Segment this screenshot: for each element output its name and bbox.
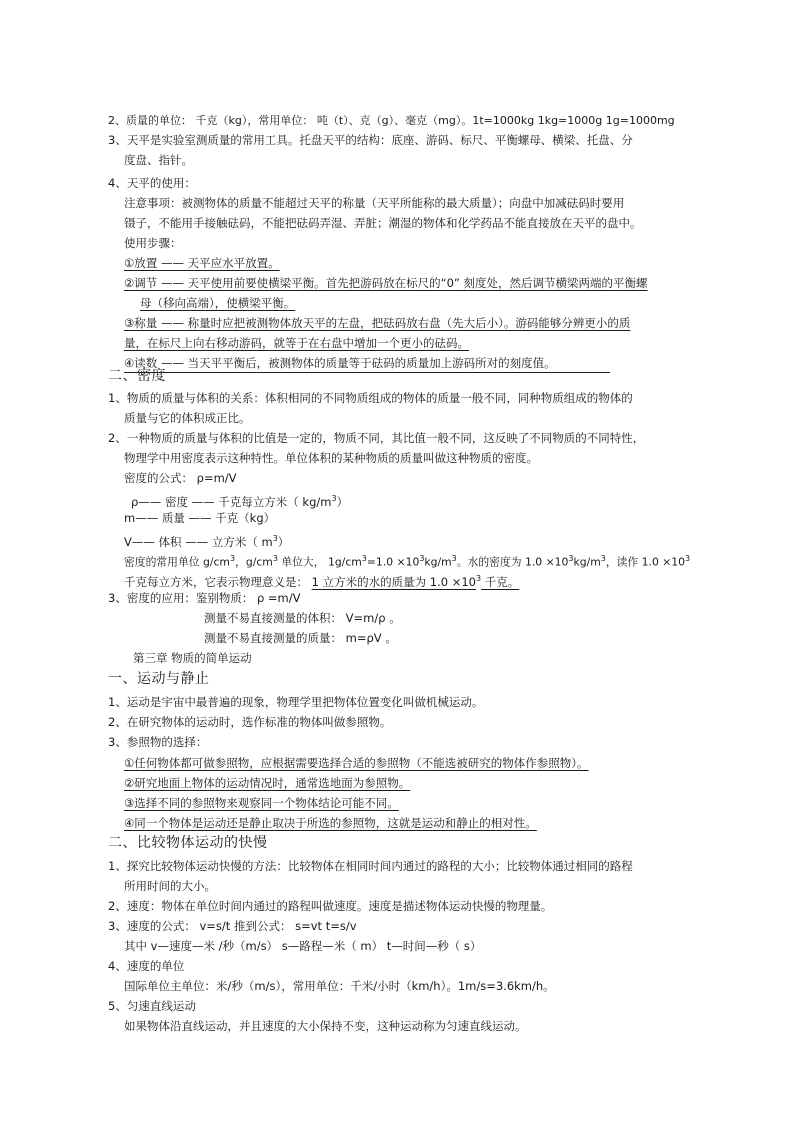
section-heading: 一、运动与静止 bbox=[108, 671, 210, 687]
density-symbol-line: ρ—— 密度 —— 千克每立方米（ $kg/m^3$） bbox=[131, 494, 349, 509]
section-heading: 二、比较物体运动的快慢 bbox=[108, 835, 268, 851]
volume-symbol-line: V—— 体积 —— 立方米（ $m^3$） bbox=[124, 534, 290, 549]
text-line: 4、天平的使用： bbox=[108, 176, 196, 190]
mass-symbol-line: m—— 质量 —— 千克（kg） bbox=[124, 511, 276, 525]
text-line: 1、探究比较物体运动快慢的方法：比较物体在相同时间内通过的路程的大小；比较物体通过相同的路程 bbox=[108, 859, 633, 873]
text-line: 如果物体沿直线运动，并且速度的大小保持不变，这种运动称为匀速直线运动。 bbox=[124, 1019, 527, 1033]
usage-step-weigh-cont: 量，在标尺上向右移动游码，就等于在右盘中增加一个更小的砝码。 bbox=[124, 336, 469, 350]
usage-step-place: ①放置 —— 天平应水平放置。 bbox=[124, 256, 280, 270]
text-line: 度盘、指针。 bbox=[124, 153, 193, 167]
usage-step-read: ④读数 —— 当天平平衡后，被测物体的质量等于砝码的质量加上游码所对的刻度值。 bbox=[124, 356, 556, 370]
text-line: 2、一种物质的质量与体积的比值是一定的，物质不同，其比值一般不同，这反映了不同物质的不同特性， bbox=[108, 431, 645, 445]
text-line: 注意事项：被测物体的质量不能超过天平的称量（天平所能称的最大质量）；向盘中加减砝码时要用 bbox=[124, 196, 625, 210]
speed-formula: 3、速度的公式： v=s/t 推到公式： s=vt t=s/v bbox=[108, 919, 357, 933]
reference-point-1: ①任何物体都可做参照物，应根据需要选择合适的参照物（不能选被研究的物体作参照物）。 bbox=[124, 756, 589, 770]
text-line: 测量不易直接测量的体积： V=m/ρ 。 bbox=[204, 611, 401, 625]
text-line: 使用步骤： bbox=[124, 236, 182, 250]
speed-symbols: 其中 v—速度—米 /秒（m/s） s—路程—米（ m） t—时间—秒（ s） bbox=[124, 939, 482, 953]
usage-step-weigh: ③称量 —— 称量时应把被测物体放天平的左盘，把砝码放右盘（先大后小）。游码能够分辨更小的质 bbox=[124, 316, 631, 330]
text-line: 3、参照物的选择： bbox=[108, 735, 208, 749]
reference-point-4: ④同一个物体是运动还是静止取决于所选的参照物，这就是运动和静止的相对性。 bbox=[124, 816, 537, 830]
reference-point-3: ③选择不同的参照物来观察同一个物体结论可能不同。 bbox=[124, 796, 399, 810]
text-line: 2、速度：物体在单位时间内通过的路程叫做速度。速度是描述物体运动快慢的物理量。 bbox=[108, 899, 553, 913]
density-units-line: 密度的常用单位 $g/cm^3$，$g/cm^3$ 单位大， $1g/cm^3=1.0 \times 10^3kg/m^3$。水的密度为 $1.0 \times 10^3kg/m^3$，读作 $1.0 \times 10^3$ bbox=[124, 554, 691, 569]
text-line: 镊子，不能用手接触砝码，不能把砝码弄湿、弄脏；潮湿的物体和化学药品不能直接放在天平的盘中。 bbox=[124, 216, 642, 230]
text-line: 5、匀速直线运动 bbox=[108, 999, 196, 1013]
text-line: 4、速度的单位 bbox=[108, 959, 185, 973]
reference-point-2: ②研究地面上物体的运动情况时，通常选地面为参照物。 bbox=[124, 776, 411, 790]
text-line: 所用时间的大小。 bbox=[124, 879, 216, 893]
text-line: 3、天平是实验室测质量的常用工具。托盘天平的结构：底座、游码、标尺、平衡螺母、横梁、托盘、分 bbox=[108, 133, 633, 147]
underline-rule bbox=[124, 372, 610, 373]
chapter-title: 第三章 物质的简单运动 bbox=[133, 651, 252, 665]
density-meaning-line: 千克每立方米，它表示物理意义是： 1 立方米的水的质量为 $1.0 \times 10^3$ 千克。 bbox=[124, 574, 520, 589]
text-line: 2、在研究物体的运动时，选作标准的物体叫做参照物。 bbox=[108, 715, 392, 729]
text-line: 物理学中用密度表示这种特性。单位体积的某种物质的质量叫做这种物质的密度。 bbox=[124, 451, 538, 465]
text-line: 质量与它的体积成正比。 bbox=[124, 411, 251, 425]
text-line: 1、物质的质量与体积的关系：体积相同的不同物质组成的物体的质量一般不同，同种物质组成的物体的 bbox=[108, 391, 633, 405]
text-line: 3、密度的应用：鉴别物质： ρ =m/V bbox=[108, 591, 301, 605]
text-line: 2、质量的单位： 千克（kg），常用单位： 吨（t）、克（g）、毫克（mg）。1t=1000kg 1kg=1000g 1g=1000mg bbox=[108, 114, 675, 127]
text-line: 1、运动是宇宙中最普遍的现象，物理学里把物体位置变化叫做机械运动。 bbox=[108, 695, 484, 709]
text-line: 测量不易直接测量的质量： m=ρV 。 bbox=[204, 631, 397, 645]
usage-step-adjust-cont: 母（移向高端），使横梁平衡。 bbox=[140, 296, 296, 310]
density-formula: 密度的公式： ρ=m/V bbox=[124, 471, 237, 485]
usage-step-adjust: ②调节 —— 天平使用前要使横梁平衡。首先把游码放在标尺的“0” 刻度处，然后调节横梁两端的平衡螺 bbox=[124, 276, 648, 290]
text-line: 国际单位主单位：米/秒（m/s），常用单位：千米/小时（km/h）。1m/s=3.6km/h。 bbox=[124, 979, 555, 993]
section-heading: 二、密度 bbox=[108, 368, 166, 384]
